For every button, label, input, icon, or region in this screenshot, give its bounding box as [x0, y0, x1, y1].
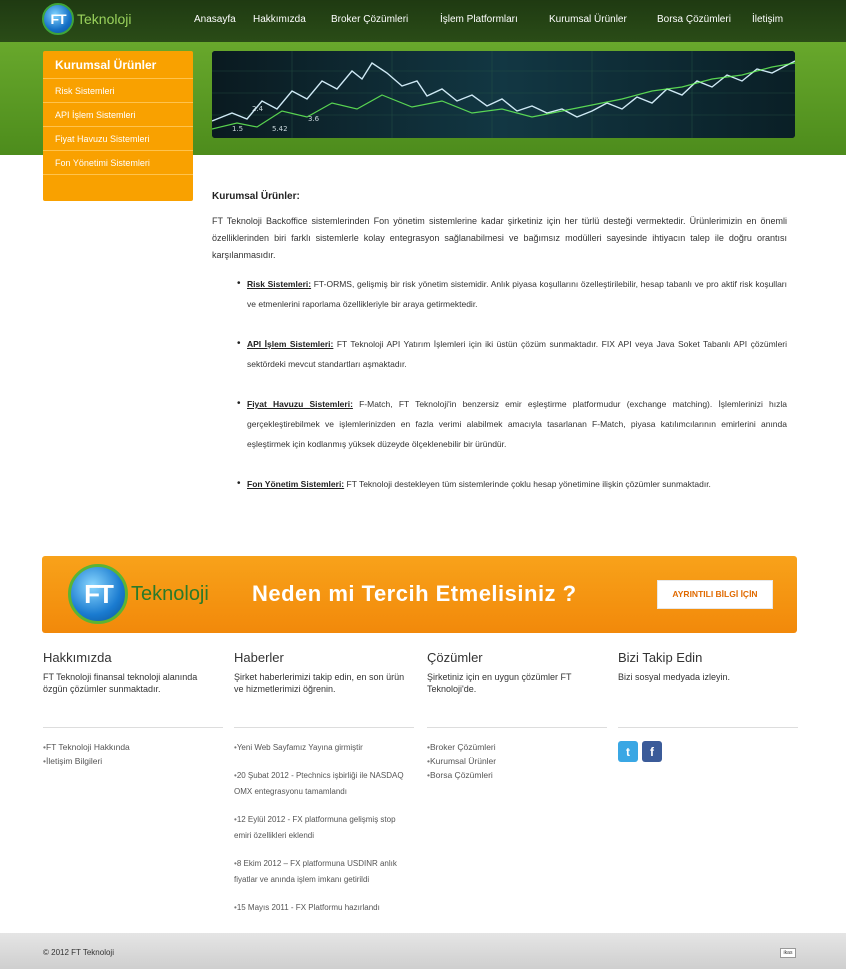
footer-solutions-desc: Şirketiniz için en uygun çözümler FT Teknoloji'de.: [427, 671, 607, 728]
footer-solutions-title: Çözümler: [427, 650, 483, 665]
copyright-text: © 2012 FT Teknoloji: [43, 948, 114, 957]
market-chart-banner: [212, 51, 795, 138]
news-item[interactable]: • 12 Eylül 2012 - FX platformuna gelişmiş stop emiri özellikleri eklendi: [234, 812, 414, 844]
product-term-risk[interactable]: Risk Sistemleri:: [247, 279, 312, 289]
nav-item-anasayfa[interactable]: Anasayfa: [194, 14, 236, 25]
cta-title: Neden mi Tercih Etmelisiniz ?: [252, 581, 577, 606]
nav-item-borsa-cozumleri[interactable]: Borsa Çözümleri: [657, 14, 731, 25]
page-title: Kurumsal Ürünler:: [212, 191, 300, 202]
facebook-icon[interactable]: f: [642, 741, 662, 762]
twitter-icon[interactable]: t: [618, 741, 638, 762]
footer-solutions-column: [427, 650, 607, 782]
sidebar-item-fon-yonetimi[interactable]: Fon Yönetimi Sistemleri: [43, 151, 193, 175]
cta-logo-text: Teknoloji: [131, 582, 209, 605]
nav-item-hakkimizda[interactable]: Hakkımızda: [253, 14, 306, 25]
banner-graphic: [212, 51, 795, 138]
nav-item-islem-platformlari[interactable]: İşlem Platformları: [440, 14, 518, 25]
footer-follow-title: Bizi Takip Edin: [618, 650, 703, 665]
list-item: [247, 274, 787, 314]
product-desc-fiyat-havuzu: F-Match, FT Teknoloji'in benzersiz emir eşleştirme platformudur (exchange matching). İşlemlerinizi hızla gerçekleştirebilmek ve işlemlerinizden en fazla verimi alabilmek amacıyla tasarlanan F-Match, piyasa katılımcılarının emirlerini anında eşleştirmek için kodlanmış yüksek düzeyde ölçeklenebilir bir üründür.: [247, 399, 787, 449]
more-info-button[interactable]: AYRINTILI BİLGİ İÇİN: [657, 580, 773, 609]
cta-logo: [68, 564, 209, 624]
list-item: [247, 334, 787, 374]
list-item: [247, 394, 787, 454]
footer-about-title: Hakkımızda: [43, 650, 112, 665]
top-navigation-bar: [0, 0, 846, 42]
footer-link-borsa[interactable]: • Borsa Çözümleri: [427, 768, 607, 782]
sidebar-item-api[interactable]: API İşlem Sistemleri: [43, 103, 193, 127]
banner-ticker-4: 3.6: [308, 115, 320, 123]
nav-item-broker-cozumleri[interactable]: Broker Çözümleri: [331, 14, 409, 25]
sidebar-item-risk[interactable]: Risk Sistemleri: [43, 79, 193, 103]
product-list: [247, 274, 787, 494]
news-item[interactable]: • 20 Şubat 2012 - Ptechnics işbirliği ile NASDAQ OMX entegrasyonu tamamlandı: [234, 768, 414, 800]
product-term-fon-yonetim[interactable]: Fon Yönetim Sistemleri:: [247, 479, 345, 489]
footer-link-about[interactable]: • FT Teknoloji Hakkında: [43, 740, 223, 754]
footer-about-desc: FT Teknoloji finansal teknoloji alanında özgün çözümler sunmaktadır.: [43, 671, 223, 728]
product-desc-risk: FT-ORMS, gelişmiş bir risk yönetim sistemidir. Anlık piyasa koşullarını özelleştirilebilir, hesap tabanlı ve pro aktif risk koşulları ve etmenlerini raporlama özellikleriyle bir araya getirmektedir.: [247, 279, 788, 309]
intro-paragraph: FT Teknoloji Backoffice sistemlerinden Fon yönetim sistemlerine kadar şirketiniz için her türlü desteği vermektedir. Ürünlerimizin en önemli özelliklerinden biri farklı sistemlerle kolay entegrasyon sağlanabilmesi ve bağımsız modülleri sayesinde ihtiyacın talep ile doğru orantısı karşılanmasıdır.: [212, 216, 787, 260]
product-term-fiyat-havuzu[interactable]: Fiyat Havuzu Sistemleri:: [247, 399, 353, 409]
nav-item-kurumsal-urunler[interactable]: Kurumsal Ürünler: [549, 14, 627, 25]
social-icons: [618, 741, 798, 762]
logo-mark: FT: [42, 3, 74, 35]
sidebar-title: Kurumsal Ürünler: [43, 51, 193, 79]
footer-about-column: [43, 650, 223, 768]
nav-item-iletisim[interactable]: İletişim: [752, 14, 784, 25]
main-content: [212, 188, 787, 514]
footer-follow-column: [618, 650, 798, 762]
news-item[interactable]: • 15 Mayıs 2011 - FX Platformu hazırlandı: [234, 900, 414, 916]
footer-news-desc: Şirket haberlerimizi takip edin, en son ürün ve hizmetlerimizi öğrenin.: [234, 671, 414, 728]
product-term-api[interactable]: API İşlem Sistemleri:: [247, 339, 334, 349]
sidebar-menu: [43, 51, 193, 201]
sidebar-item-fiyat-havuzu[interactable]: Fiyat Havuzu Sistemleri: [43, 127, 193, 151]
footer-link-broker[interactable]: • Broker Çözümleri: [427, 740, 607, 754]
banner-ticker-1: 1.5: [232, 125, 244, 133]
list-item: [247, 474, 787, 494]
bottom-bar: [0, 933, 846, 969]
logo-text: Teknoloji: [77, 11, 132, 27]
cta-logo-mark: FT: [68, 564, 128, 624]
footer-link-contact[interactable]: • İletişim Bilgileri: [43, 754, 223, 768]
product-desc-fon-yonetim: FT Teknoloji destekleyen tüm sistemlerinde çoklu hesap yönetimine ilişkin çözümler sunmaktadır.: [344, 479, 711, 489]
banner-ticker-3: 5.42: [272, 125, 288, 133]
agency-badge[interactable]: ikas: [780, 948, 796, 958]
main-nav: [0, 14, 846, 28]
footer-news-column: [234, 650, 414, 928]
news-item[interactable]: • Yeni Web Sayfamız Yayına girmiştir: [234, 740, 414, 756]
footer-news-title: Haberler: [234, 650, 284, 665]
footer-link-kurumsal[interactable]: • Kurumsal Ürünler: [427, 754, 607, 768]
footer-follow-desc: Bizi sosyal medyada izleyin.: [618, 671, 798, 728]
news-item[interactable]: • 8 Ekim 2012 – FX platformuna USDINR anlık fiyatlar ve anında işlem imkanı getirildi: [234, 856, 414, 888]
product-desc-api: FT Teknoloji API Yatırım İşlemleri için iki üstün çözüm sunmaktadır. FIX API veya Java Soket Tabanlı API çözümleri sektördeki mevcut standartları aşmaktadır.: [247, 339, 788, 369]
why-choose-us-banner: [42, 556, 797, 633]
banner-ticker-2: 2.4: [252, 105, 264, 113]
